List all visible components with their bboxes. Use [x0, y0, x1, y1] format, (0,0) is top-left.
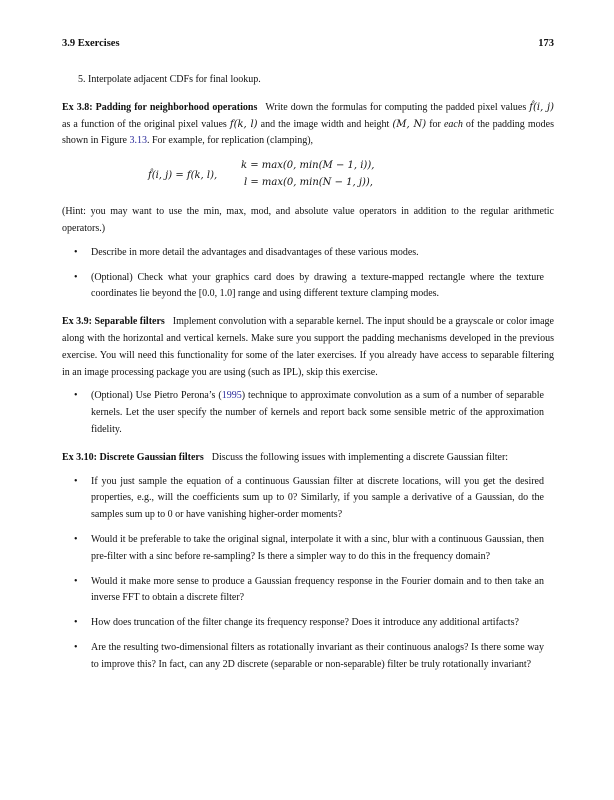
exercise-3-8	[62, 100, 554, 150]
bullet-icon: •	[74, 533, 78, 545]
list-item: • (Optional) Use Pietro Perona’s (1995) technique to approximate convolution as a sum of a number of separable kernels. Let the user specify the number of kernels and report back some sensible metric of the approximation fidelity.	[74, 390, 544, 435]
list-item: • How does truncation of the filter change its frequency response? Does it introduce any additional artifacts?	[62, 615, 554, 632]
bullet-list-3-8	[62, 245, 554, 303]
exercise-label: Ex 3.10: Discrete Gaussian filters	[62, 451, 204, 463]
equation-rhs-k: k = max(0, min(M − 1, i)),	[241, 160, 375, 172]
bullet-icon: •	[74, 246, 78, 258]
exercise-text: as a function of the original pixel values	[62, 118, 230, 130]
bullet-icon: •	[74, 641, 78, 653]
bullet-list-3-10	[62, 474, 554, 674]
bullet-icon: •	[74, 475, 78, 487]
exercise-text: for	[426, 118, 444, 130]
math-f: f(k, l)	[229, 118, 258, 130]
exercise-text: Write down the formulas for computing the padded pixel values	[265, 101, 530, 113]
equation-lhs: f̂(i, j) = f(k, l),	[148, 170, 218, 182]
running-header	[62, 38, 554, 54]
bullet-icon: •	[74, 271, 78, 283]
equation-rhs-l: l = max(0, min(N − 1, j)),	[244, 177, 373, 189]
exercise-text: Implement convolution with a separable kernel. The input should be a grayscale or color image along with the horizontal and vertical kernels. Make sure you support the padding mechanisms developed in the previous exercise. You will need this functionality for some of the later exercises. If you already have access to separable filtering in an image processing package you are using (such as IPL), skip this exercise.	[62, 316, 554, 378]
exercise-text: and the image width and height	[257, 118, 393, 130]
exercise-label: Ex 3.9: Separable filters	[62, 316, 165, 328]
exercise-text: . For example, for replication (clamping),	[147, 135, 314, 147]
hint-paragraph: (Hint: you may want to use the min, max, mod, and absolute value operators in addition to the regular arithmetic operators.)	[62, 206, 554, 234]
list-item: • Are the resulting two-dimensional filters as rotationally invariant as their continuous analogs? Is there some way to improve this? In fact, can any 2D discrete (separable or non-separable) filter be truly rotationally invariant?	[74, 641, 544, 670]
section-title: 3.9 Exercises	[62, 38, 120, 49]
list-item: • If you just sample the equation of a continuous Gaussian filter at discrete locations, will you get the desired properties, e.g., will the coefficients sum up to 0? Similarly, if you sample a derivative of a Gaussian, do the samples sum up to 0 or have vanishing higher-order moments?	[74, 475, 544, 521]
math-mn: (M, N)	[392, 118, 427, 130]
list-item: • Describe in more detail the advantages and disadvantages of these various modes.	[62, 245, 554, 262]
page-body	[62, 72, 554, 682]
list-item-5: 5. Interpolate adjacent CDFs for final lookup.	[78, 74, 261, 85]
list-item: • Would it be preferable to take the original signal, interpolate it with a sinc, blur with a continuous Gaussian, then pre-filter with a sinc before re-sampling? Is there a simpler way to do this in the frequency domain?	[74, 533, 544, 562]
exercise-text: Discuss the following issues with implementing a discrete Gaussian filter:	[211, 451, 509, 463]
citation-link[interactable]: 1995	[221, 390, 242, 402]
bullet-list-3-9	[62, 388, 554, 438]
bullet-icon: •	[74, 575, 78, 587]
page-number: 173	[538, 38, 554, 49]
math-f-hat: f̂(i, j)	[529, 101, 554, 113]
bullet-icon: •	[74, 617, 78, 629]
bullet-icon: •	[74, 390, 78, 402]
exercise-label: Ex 3.8: Padding for neighborhood operations	[62, 101, 258, 113]
list-item: • (Optional) Check what your graphics card does by drawing a texture-mapped rectangle where the texture coordinates lie beyond the [0.0, 1.0] range and using different texture clamping modes.	[74, 271, 544, 300]
equation-replication	[62, 156, 554, 198]
figure-link[interactable]: 3.13	[129, 135, 147, 147]
exercise-3-9	[62, 314, 554, 381]
exercise-3-10	[62, 450, 554, 467]
emphasis-each: each	[443, 118, 463, 130]
list-item: • Would it make more sense to produce a Gaussian frequency response in the Fourier domain and to then take an inverse FFT to obtain a discrete filter?	[74, 575, 544, 604]
exercise-text: of the padding modes shown in Figure	[62, 118, 554, 147]
